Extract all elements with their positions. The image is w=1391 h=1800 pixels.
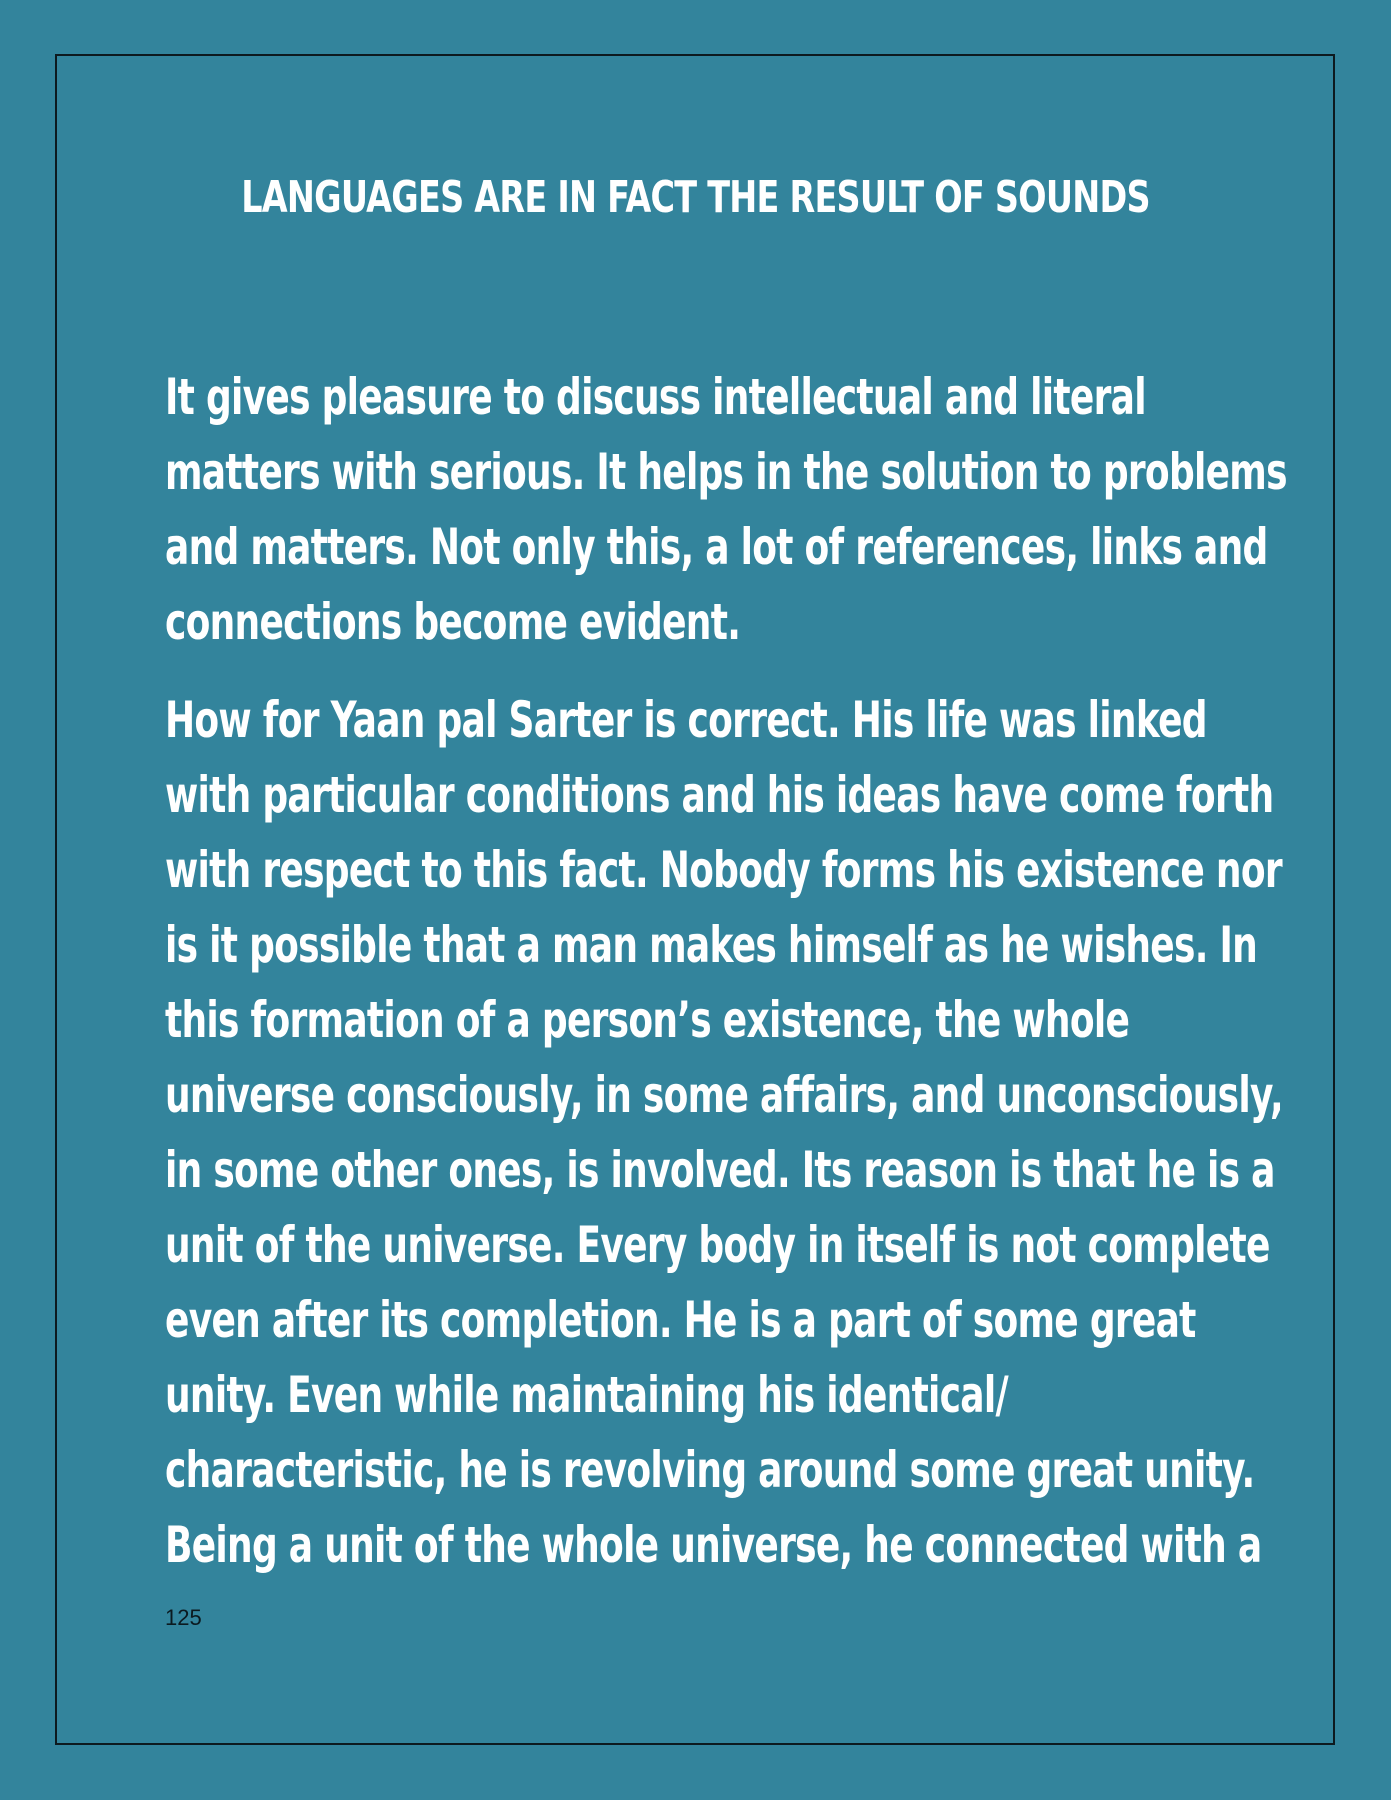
text-line: with respect to this fact. Nobody forms his existence nor [165,841,1282,899]
text-line: unit of the universe. Every body in itself is not complete [165,1216,1270,1274]
text-line: characteristic, he is revolving around some great unity. [165,1441,1255,1499]
text-line: is it possible that a man makes himself as he wishes. In [165,916,1258,974]
text-line: Being a unit of the whole universe, he connected with a [165,1516,1262,1574]
page-number: 125 [165,1605,202,1630]
text-line: in some other ones, is involved. Its reason is that he is a [165,1141,1275,1199]
text-line: matters with serious. It helps in the solution to problems [165,443,1287,501]
paragraph-1 [165,360,1285,660]
paragraph-gap [165,660,1285,683]
text-line: It gives pleasure to discuss intellectual and literal [165,368,1146,426]
text-line: unity. Even while maintaining his identical/ [165,1366,1008,1424]
text-line: even after its completion. He is a part of some great [165,1291,1196,1349]
text-line: connections become evident. [165,593,741,651]
text-line: and matters. Not only this, a lot of references, links and [165,518,1268,576]
text-line: universe consciously, in some affairs, and unconsciously, [165,1066,1283,1124]
body-text [165,360,1285,1583]
text-line: How for Yaan pal Sarter is correct. His life was linked [165,691,1207,749]
text-line: this formation of a person’s existence, the whole [165,991,1130,1049]
paragraph-2 [165,683,1285,1583]
page-title: LANGUAGES ARE IN FACT THE RESULT OF SOUNDS [241,172,1150,223]
text-line: with particular conditions and his ideas have come forth [165,766,1274,824]
